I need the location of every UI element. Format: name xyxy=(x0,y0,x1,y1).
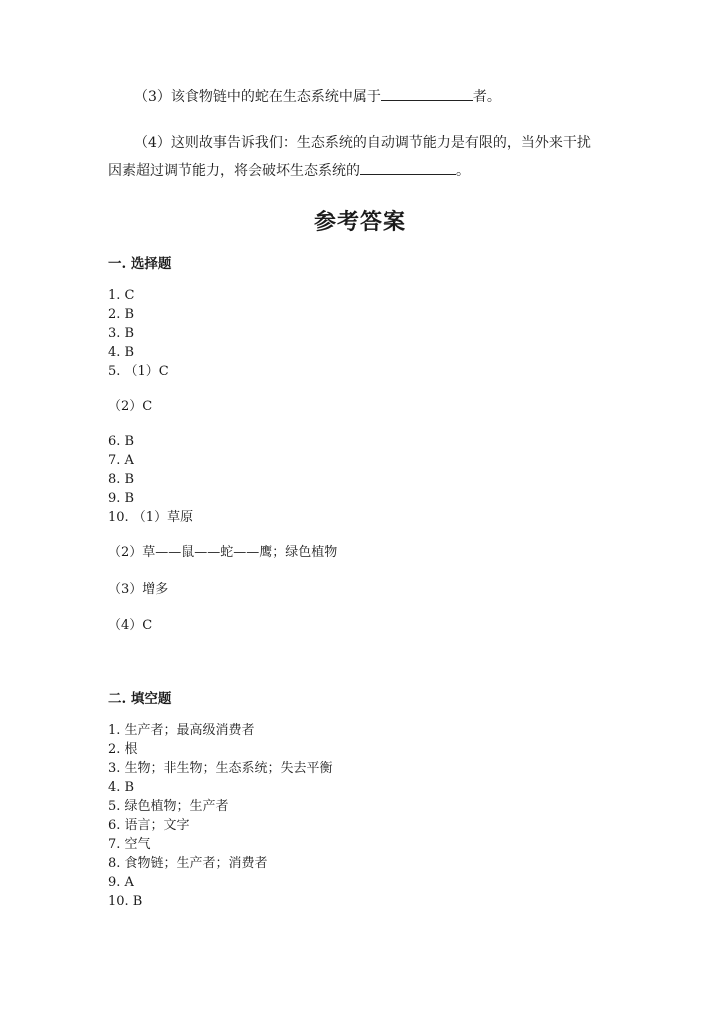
section-heading-fill-in: 二. 填空题 xyxy=(108,691,172,707)
answer-item: 4. B xyxy=(108,780,135,795)
answer-item: 10. B xyxy=(108,894,143,909)
answer-item: 7. 空气 xyxy=(108,837,151,852)
answer-item: 5. 绿色植物；生产者 xyxy=(108,799,229,814)
question-4-line-1: （4）这则故事告诉我们：生态系统的自动调节能力是有限的，当外来干扰 xyxy=(134,135,591,151)
question-3-text: （3）该食物链中的蛇在生态系统中属于 xyxy=(134,89,381,105)
answer-item: 5. （1）C xyxy=(108,364,169,379)
answer-item: 9. B xyxy=(108,491,135,506)
answer-item: 10. （1）草原 xyxy=(108,510,194,525)
question-3 xyxy=(134,86,501,107)
answer-item: （2）草——鼠——蛇——鹰；绿色植物 xyxy=(108,545,338,560)
answer-item: （2）C xyxy=(108,399,153,414)
answer-item: 6. B xyxy=(108,434,135,449)
answer-item: 3. B xyxy=(108,326,135,341)
answer-item: （3）增多 xyxy=(108,582,169,597)
answer-item: 1. 生产者；最高级消费者 xyxy=(108,723,255,738)
question-4-line-2 xyxy=(108,160,470,181)
answer-item: 3. 生物；非生物；生态系统；失去平衡 xyxy=(108,761,333,776)
answer-item: 7. A xyxy=(108,453,134,468)
answer-item: 6. 语言；文字 xyxy=(108,818,190,833)
question-3-suffix: 者。 xyxy=(472,89,501,105)
question-4-suffix: 。 xyxy=(456,163,470,179)
answer-item: 2. 根 xyxy=(108,742,138,757)
answer-item: 2. B xyxy=(108,307,135,322)
answer-item: 8. B xyxy=(108,472,135,487)
answer-item: （4）C xyxy=(108,618,153,633)
answer-item: 8. 食物链；生产者；消费者 xyxy=(108,856,268,871)
answer-key-title: 参考答案 xyxy=(313,209,406,235)
answer-blank xyxy=(381,86,473,101)
answer-item: 9. A xyxy=(108,875,134,890)
question-4-text: 因素超过调节能力，将会破坏生态系统的 xyxy=(108,163,360,179)
answer-blank xyxy=(360,160,456,175)
section-heading-choice: 一. 选择题 xyxy=(108,256,172,272)
answer-item: 4. B xyxy=(108,345,135,360)
answer-item: 1. C xyxy=(108,288,135,303)
